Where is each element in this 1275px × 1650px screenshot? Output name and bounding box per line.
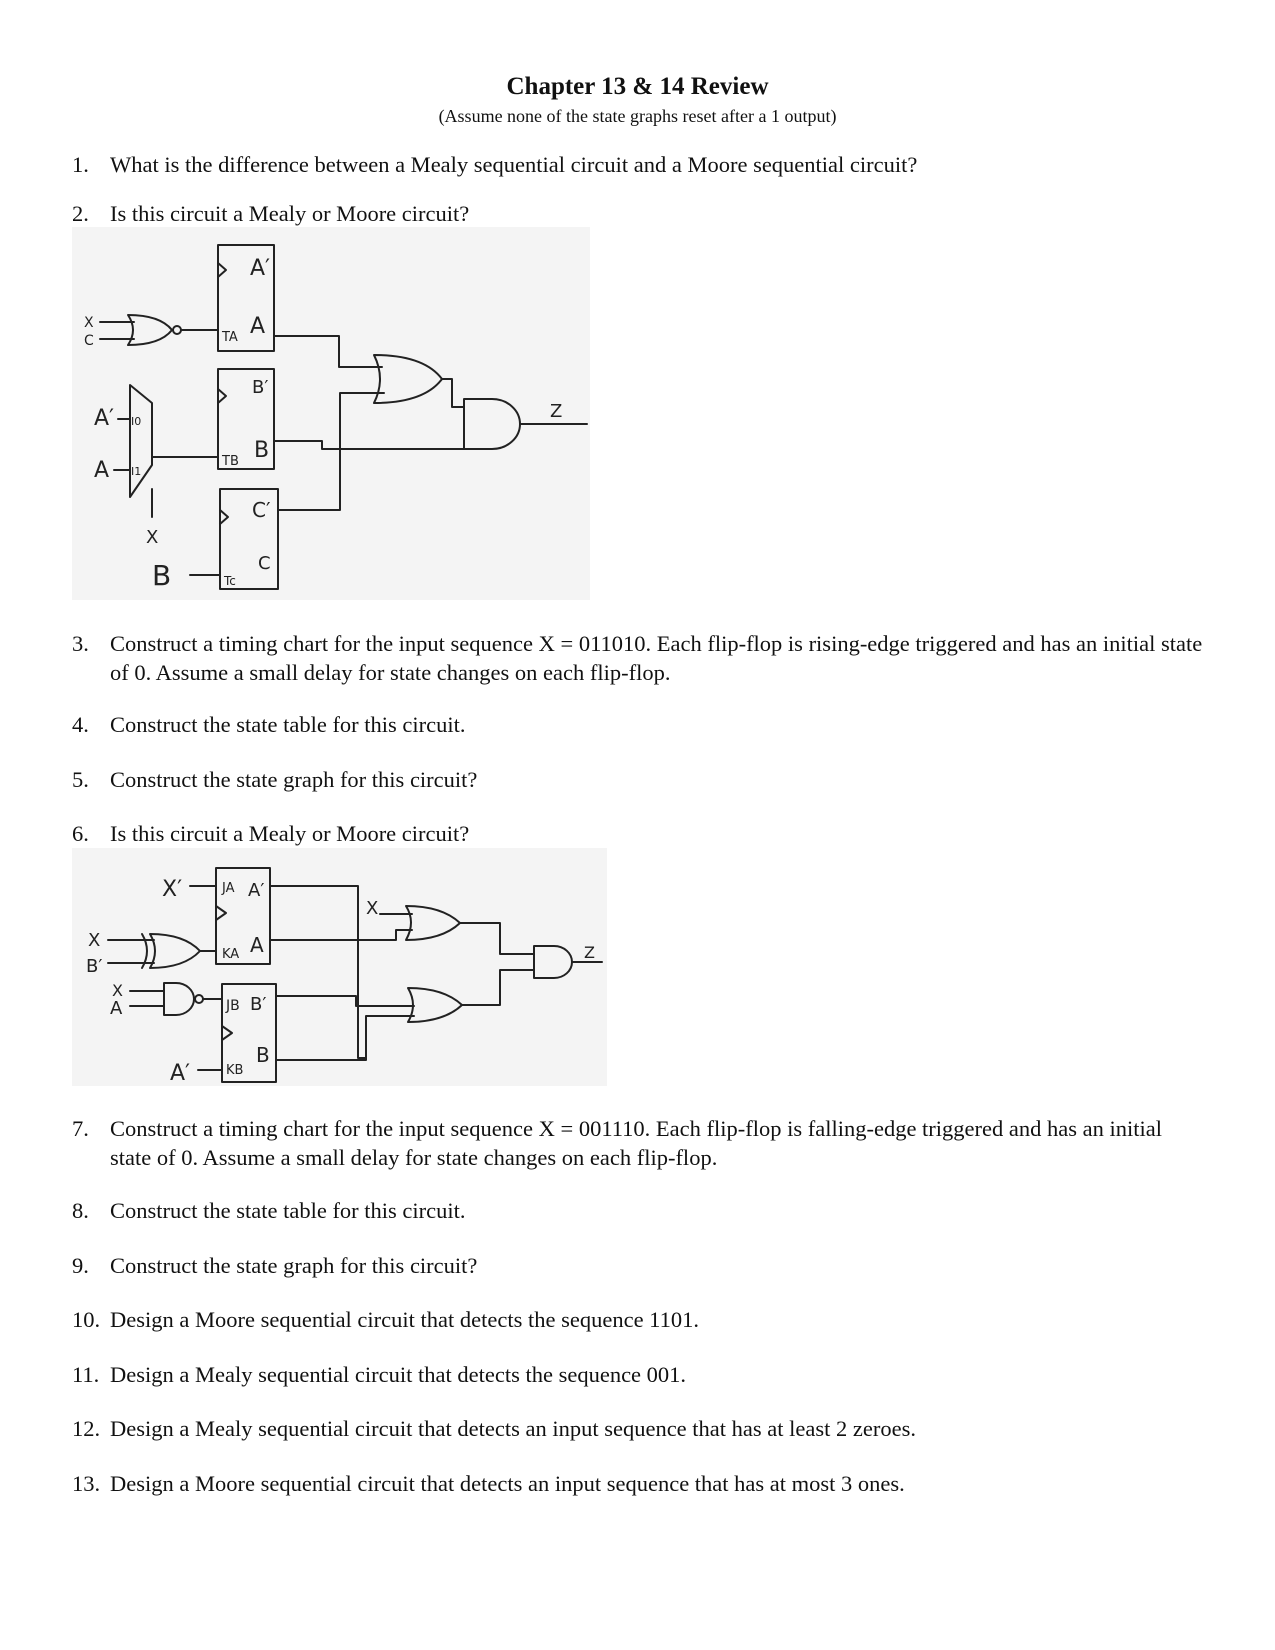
question-text: Is this circuit a Mealy or Moore circuit? — [110, 821, 470, 846]
label-b-q: B — [256, 1043, 270, 1067]
label-i0: I0 — [131, 415, 142, 428]
label-ja: JA — [222, 881, 235, 896]
page-title: Chapter 13 & 14 Review — [506, 73, 769, 100]
label-tc: Tc — [224, 574, 236, 588]
question-4 — [72, 710, 1207, 739]
question-12 — [72, 1414, 1207, 1443]
and-gate — [534, 946, 572, 978]
question-13 — [72, 1469, 1207, 1498]
question-text: Construct the state table for this circuit. — [110, 1198, 466, 1223]
label-c-not-q: C′ — [252, 498, 271, 522]
and-gate — [464, 399, 520, 449]
label-nand-a: A — [110, 998, 123, 1019]
question-9 — [72, 1251, 1207, 1280]
question-5 — [72, 765, 1207, 794]
question-3 — [72, 629, 1207, 687]
or-gate-top — [406, 906, 460, 940]
label-kb: KB — [226, 1063, 244, 1078]
label-jb: JB — [226, 998, 240, 1014]
question-number: 12. — [72, 1416, 101, 1441]
label-a-not-q: A′ — [248, 880, 265, 901]
label-output-z: Z — [550, 401, 563, 422]
label-nand-x: X — [112, 981, 123, 1000]
label-mux-a: A — [94, 458, 110, 483]
or-gate — [374, 355, 442, 403]
label-tc-input: B — [152, 559, 172, 592]
multiplexer — [130, 385, 152, 497]
question-number: 9. — [72, 1253, 89, 1278]
question-text: Construct the state graph for this circuit? — [110, 767, 478, 792]
label-a-q: A — [250, 933, 264, 957]
label-or-x: X — [366, 898, 379, 919]
nor-gate — [128, 315, 172, 345]
question-7 — [72, 1114, 1207, 1172]
clock-symbol — [216, 906, 226, 920]
nand-gate — [164, 983, 194, 1015]
label-i1: I1 — [131, 465, 142, 478]
clock-symbol — [218, 263, 226, 277]
circuit-diagram-1 — [72, 227, 590, 600]
question-6 — [72, 819, 1207, 848]
clock-symbol — [222, 1026, 232, 1040]
question-2 — [72, 199, 1207, 228]
label-xor-b: B′ — [86, 956, 103, 977]
question-number: 7. — [72, 1116, 89, 1141]
label-tb: TB — [222, 454, 239, 469]
question-text: Design a Mealy sequential circuit that detects an input sequence that has at least 2 zeroes. — [110, 1416, 916, 1441]
label-c-input: C — [84, 333, 94, 349]
label-kb-input: A′ — [170, 1061, 191, 1086]
label-b-not-q: B′ — [252, 377, 269, 398]
label-mux-select: X — [146, 527, 159, 548]
question-text: Is this circuit a Mealy or Moore circuit? — [110, 201, 470, 226]
question-number: 11. — [72, 1362, 100, 1387]
label-c-q: C — [258, 553, 271, 574]
question-8 — [72, 1196, 1207, 1225]
label-ka: KA — [222, 947, 240, 962]
question-text: Construct the state graph for this circuit? — [110, 1253, 478, 1278]
xor-gate — [150, 934, 200, 968]
question-number: 13. — [72, 1471, 101, 1496]
label-ta: TA — [222, 330, 238, 345]
question-number: 10. — [72, 1307, 101, 1332]
question-10 — [72, 1305, 1207, 1334]
question-text: Design a Moore sequential circuit that detects an input sequence that has at most 3 ones. — [110, 1471, 905, 1496]
question-number: 8. — [72, 1198, 89, 1223]
label-b-not-q: B′ — [250, 994, 267, 1015]
question-number: 6. — [72, 821, 89, 846]
page-subtitle: (Assume none of the state graphs reset after a 1 output) — [438, 106, 837, 126]
question-text: Design a Mealy sequential circuit that detects the sequence 001. — [110, 1362, 687, 1387]
question-text: Construct the state table for this circuit. — [110, 712, 466, 737]
label-ja-input: X′ — [162, 877, 183, 902]
or-gate-bottom — [408, 988, 462, 1022]
label-xor-x: X — [88, 930, 101, 951]
clock-symbol — [218, 389, 226, 403]
label-a-q: A — [250, 314, 266, 339]
label-mux-a-not: A′ — [94, 406, 115, 431]
circuit-diagram-2 — [72, 848, 607, 1086]
label-output-z: Z — [584, 943, 595, 962]
question-text: Construct a timing chart for the input sequence X = 001110. Each flip-flop is falling-edge triggered and has an initial state of 0. Assume a small delay for state changes on each flip-flop. — [110, 1116, 1162, 1170]
label-x-input: X — [84, 315, 94, 331]
question-number: 1. — [72, 152, 89, 177]
question-text: What is the difference between a Mealy sequential circuit and a Moore sequential circuit? — [110, 152, 918, 177]
question-number: 2. — [72, 201, 89, 226]
question-number: 3. — [72, 631, 89, 656]
label-a-not-q: A′ — [250, 256, 271, 281]
label-b-q: B — [254, 438, 270, 463]
question-text: Design a Moore sequential circuit that detects the sequence 1101. — [110, 1307, 699, 1332]
question-number: 5. — [72, 767, 89, 792]
question-11 — [72, 1360, 1207, 1389]
question-1 — [72, 150, 1207, 179]
clock-symbol — [220, 510, 228, 524]
question-number: 4. — [72, 712, 89, 737]
question-text: Construct a timing chart for the input sequence X = 011010. Each flip-flop is rising-edge triggered and has an initial state of 0. Assume a small delay for state changes on each flip-flop. — [110, 631, 1203, 685]
